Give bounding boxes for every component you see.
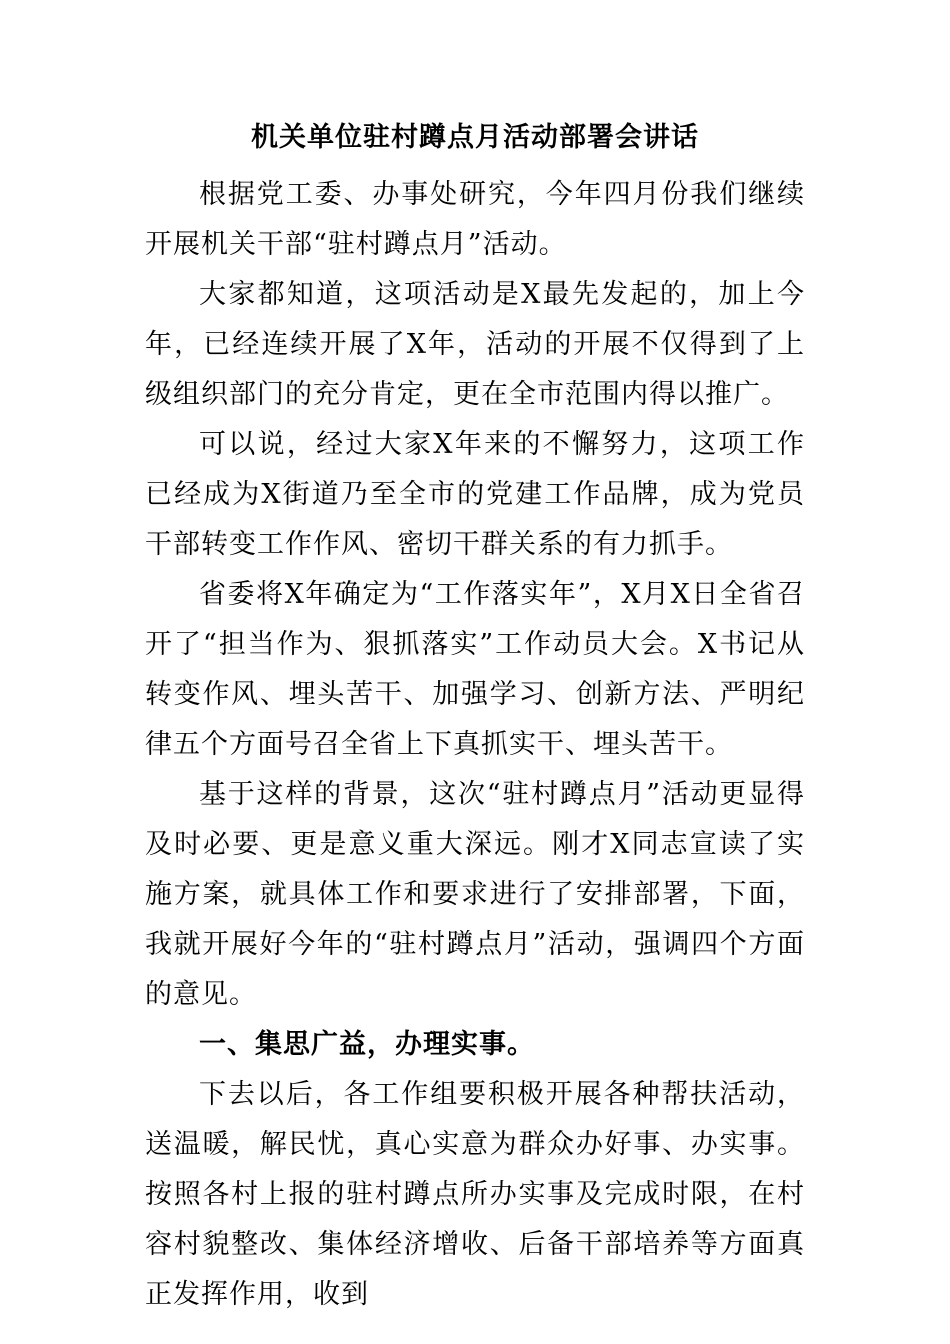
section-heading: 一、集思广益，办理实事。 xyxy=(199,1029,535,1060)
paragraph-2: 大家都知道，这项活动是X最先发起的，加上今年，已经连续开展了X年，活动的开展不仅得到了上级组织部门的充分肯定，更在全市范围内得以推广。 xyxy=(145,279,805,410)
paragraph-3: 可以说，经过大家X年来的不懈努力，这项工作已经成为X街道乃至全市的党建工作品牌，成为党员干部转变工作作风、密切干群关系的有力抓手。 xyxy=(145,429,805,560)
document-title: 机关单位驻村蹲点月活动部署会讲话 xyxy=(251,122,699,153)
section-paragraph-1: 下去以后，各工作组要积极开展各种帮扶活动，送温暖，解民忧，真心实意为群众办好事、办实事。按照各村上报的驻村蹲点所办实事及完成时限，在村容村貌整改、集体经济增收、后备干部培养等方面真正发挥作用，收到 xyxy=(145,1079,805,1310)
paragraph-5: 基于这样的背景，这次“驻村蹲点月”活动更显得及时必要、更是意义重大深远。刚才X同志宣读了实施方案，就具体工作和要求进行了安排部署，下面，我就开展好今年的“驻村蹲点月”活动，强调四个方面的意见。 xyxy=(145,779,805,1010)
paragraph-1: 根据党工委、办事处研究，今年四月份我们继续开展机关干部“驻村蹲点月”活动。 xyxy=(145,179,805,260)
paragraph-4: 省委将X年确定为“工作落实年”，X月X日全省召开了“担当作为、狠抓落实”工作动员大会。X书记从转变作风、埋头苦干、加强学习、创新方法、严明纪律五个方面号召全省上下真抓实干、埋头苦干。 xyxy=(145,579,805,760)
document-page xyxy=(145,118,805,1320)
